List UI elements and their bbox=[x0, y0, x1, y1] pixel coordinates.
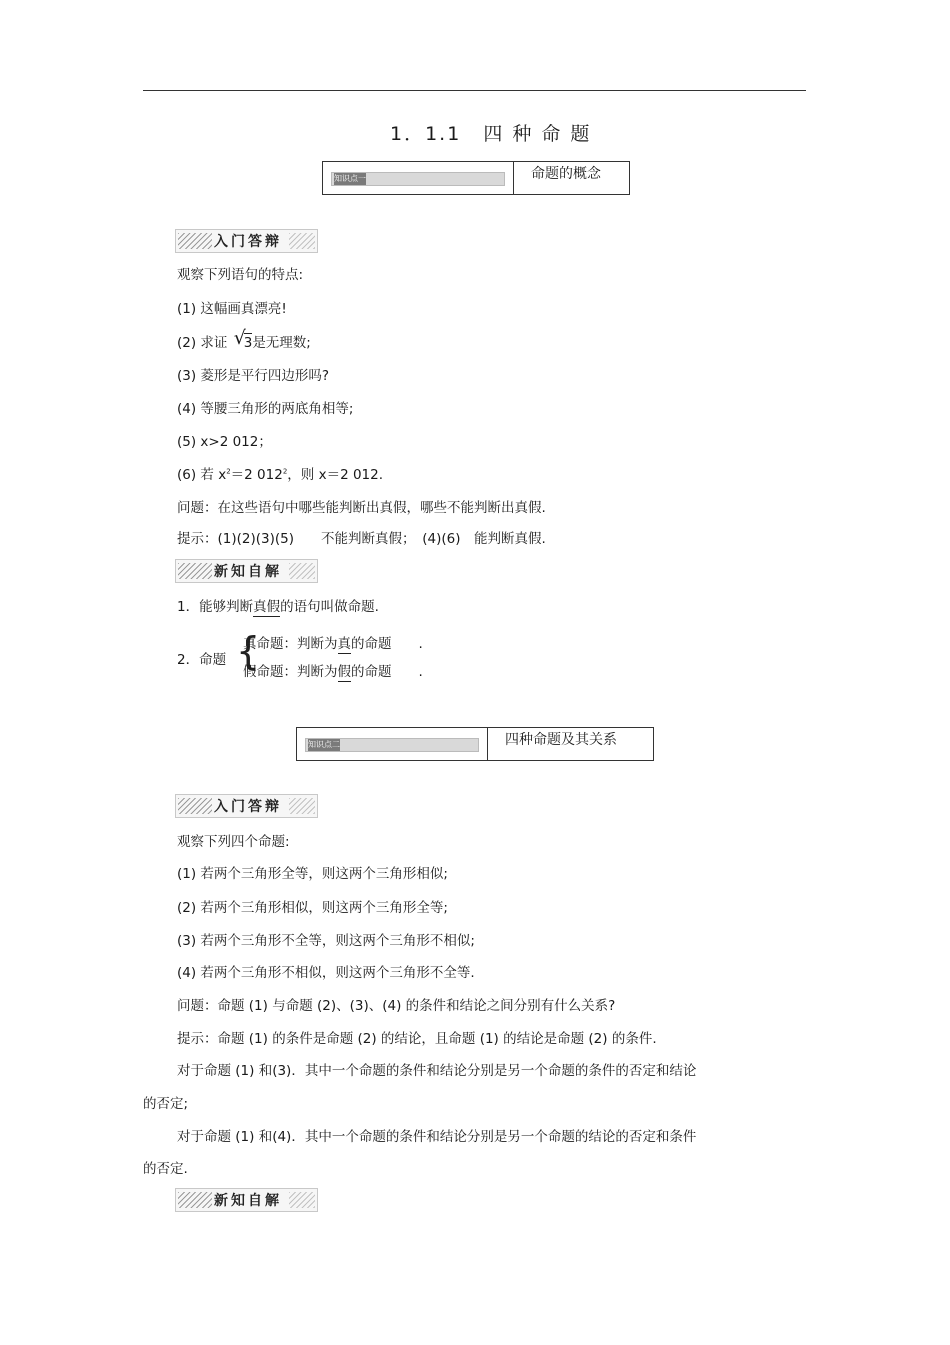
intro-banner: 入门答辩 bbox=[175, 794, 318, 818]
true-proposition-line: 真命题：判断为真的命题 . bbox=[243, 636, 423, 652]
sqrt-symbol: √ 3 bbox=[233, 327, 253, 351]
knowledge-point-tag: 知识点二 bbox=[305, 738, 479, 752]
section2-intro: 观察下列四个命题: bbox=[177, 834, 290, 850]
paragraph-2-line-2: 的否定. bbox=[143, 1161, 188, 1177]
section1-hint: 提示：(1)(2)(3)(5) 不能判断真假； (4)(6) 能判断真假. bbox=[177, 531, 546, 547]
section2-item-1: (1) 若两个三角形全等，则这两个三角形相似; bbox=[177, 866, 448, 882]
section1-item-3: (3) 菱形是平行四边形吗? bbox=[177, 368, 330, 384]
knowledge-point-tag: 知识点一 bbox=[331, 172, 505, 186]
definition-2-label: 2．命题 bbox=[177, 652, 227, 668]
section2-question: 问题：命题 (1) 与命题 (2)、(3)、(4) 的条件和结论之间分别有什么关系? bbox=[177, 998, 616, 1014]
paragraph-1-line-1: 对于命题 (1) 和(3)．其中一个命题的条件和结论分别是另一个命题的条件的否定和结论 bbox=[177, 1063, 697, 1079]
page-title bbox=[390, 119, 591, 146]
section2-item-2: (2) 若两个三角形相似，则这两个三角形全等; bbox=[177, 900, 448, 916]
section1-item-1: (1) 这幅画真漂亮! bbox=[177, 301, 287, 317]
new-knowledge-banner: 新知自解 bbox=[175, 1188, 318, 1212]
title-text: 四 种 命 题 bbox=[483, 123, 592, 145]
paragraph-1-line-2: 的否定; bbox=[143, 1096, 189, 1112]
section1-question: 问题：在这些语句中哪些能判断出真假，哪些不能判断出真假. bbox=[177, 500, 546, 516]
section1-intro: 观察下列语句的特点: bbox=[177, 267, 304, 283]
knowledge-point-label: 命题的概念 bbox=[531, 166, 601, 182]
section1-item-5: (5) x>2 012； bbox=[177, 434, 272, 450]
new-knowledge-banner: 新知自解 bbox=[175, 559, 318, 583]
false-proposition-line: 假命题：判断为假的命题 . bbox=[243, 664, 423, 680]
title-number: 1．1.1 bbox=[390, 123, 462, 145]
header-rule bbox=[143, 90, 806, 91]
section1-item-4: (4) 等腰三角形的两底角相等; bbox=[177, 401, 354, 417]
section1-item-6: (6) 若 $x^2=2$ $012^2$，则 x＝2 012. bbox=[177, 467, 384, 483]
section2-item-4: (4) 若两个三角形不相似，则这两个三角形不全等. bbox=[177, 965, 475, 981]
knowledge-point-box-1 bbox=[322, 161, 630, 195]
paragraph-2-line-1: 对于命题 (1) 和(4)．其中一个命题的条件和结论分别是另一个命题的结论的否定和条件 bbox=[177, 1129, 697, 1145]
knowledge-point-label: 四种命题及其关系 bbox=[505, 732, 617, 748]
section1-item-2: (2) 求证 √ 3是无理数; bbox=[177, 327, 311, 351]
left-brace: { bbox=[236, 629, 261, 673]
section2-item-3: (3) 若两个三角形不全等，则这两个三角形不相似; bbox=[177, 933, 475, 949]
knowledge-point-box-2 bbox=[296, 727, 654, 761]
intro-banner: 入门答辩 bbox=[175, 229, 318, 253]
definition-1: 1．能够判断真假的语句叫做命题. bbox=[177, 599, 379, 615]
section2-hint: 提示：命题 (1) 的条件是命题 (2) 的结论，且命题 (1) 的结论是命题 (2) 的条件. bbox=[177, 1031, 657, 1047]
